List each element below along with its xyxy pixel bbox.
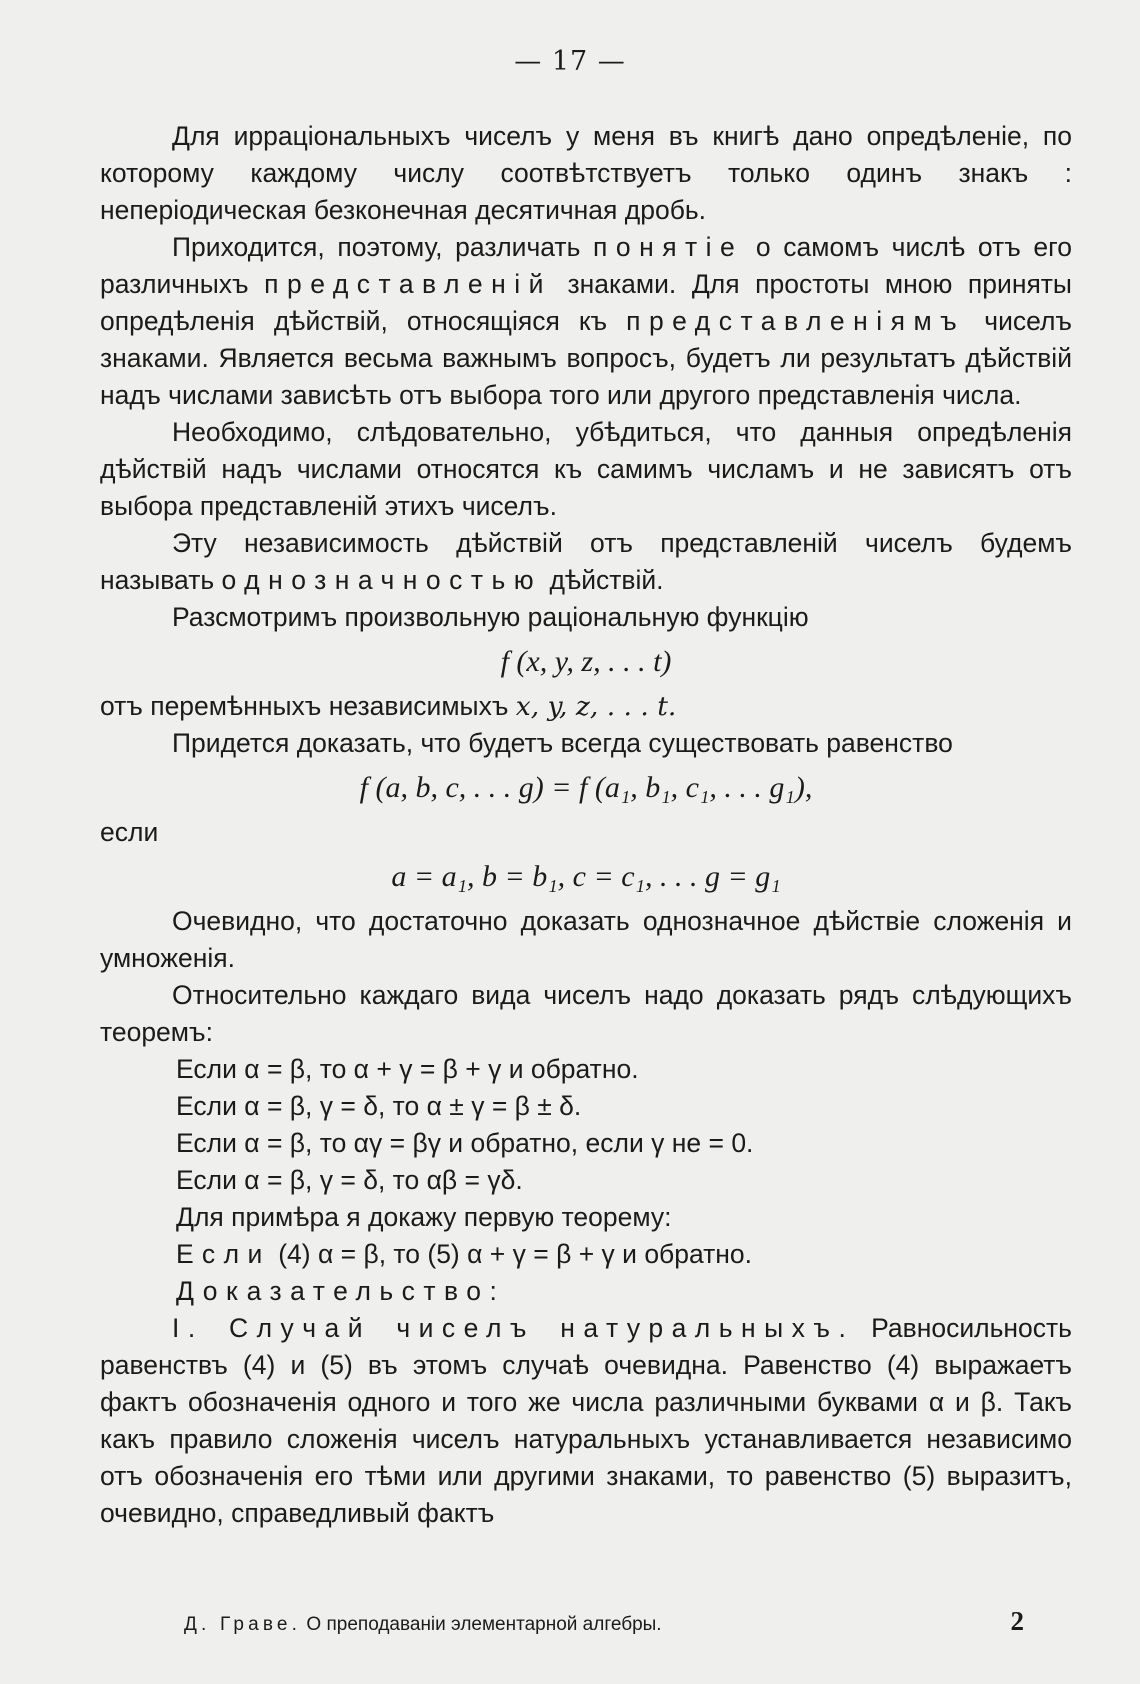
footer: [184, 1606, 1024, 1636]
formula-condition: a = a₁, b = b₁, c = c₁, . . . g = g₁: [391, 860, 781, 893]
footer-title: О преподаваніи элементарной алгебры.: [306, 1614, 662, 1635]
spaced-term: представленій: [264, 269, 552, 299]
paragraph-variables: отъ перемѣнныхъ независимыхъ x, y, z, . . . t.: [100, 691, 677, 722]
formula-variables: x, y, z, . . . t.: [515, 691, 677, 722]
footer-author: Д. Граве.: [184, 1614, 302, 1635]
paragraph-if: если: [100, 817, 159, 847]
theorem-4: Если α = β, γ = δ, то αβ = γδ.: [176, 1165, 523, 1195]
paragraph-uniqueness: Эту независимость дѣйствій отъ представленій чиселъ будемъ называть однозначностью дѣйствій.: [100, 528, 1072, 595]
paragraph-prove: Придется доказать, что будетъ всегда существовать равенство: [172, 728, 953, 758]
spaced-term: I. Случай чиселъ натуральныхъ.: [172, 1313, 855, 1343]
paragraph-case-natural: I. Случай чиселъ натуральныхъ. Равносильность равенствъ (4) и (5) въ этомъ случаѣ очевидна. Равенство (4) выражаетъ фактъ обозначенія одного и того же числа различными буквами α и β. Такъ какъ правило сложенія чиселъ натуральныхъ устанавливается независимо отъ обозначенія его тѣми или другими знаками, то равенство (5) выразитъ, очевидно, справедливый фактъ: [100, 1313, 1072, 1528]
page-number: — 17 —: [514, 46, 626, 77]
paragraph-function: Разсмотримъ произвольную раціональную функцію: [172, 602, 809, 632]
proof-label: Доказательство:: [176, 1276, 506, 1306]
paragraph-concept: Приходится, поэтому, различать понятіе о самомъ числѣ отъ его различныхъ представленій знаками. Для простоты мною приняты опредѣленія дѣйствій, относящіяся къ представленіямъ чиселъ знаками. Является весьма важнымъ вопросъ, будетъ ли результатъ дѣйствій надъ числами зависѣть отъ выбора того или другого представленія числа.: [100, 232, 1072, 410]
page-body: [100, 118, 1072, 1532]
proof-intro: Для примѣра я докажу первую теорему:: [176, 1202, 672, 1232]
paragraph-necessary: Необходимо, слѣдовательно, убѣдиться, что данныя опредѣленія дѣйствій надъ числами относятся къ самимъ числамъ и не зависятъ отъ выбора представленій этихъ чиселъ.: [100, 417, 1072, 521]
theorem-1: Если α = β, то α + γ = β + γ и обратно.: [176, 1054, 639, 1084]
paragraph-obvious: Очевидно, что достаточно доказать однозначное дѣйствіе сложенія и умноженія.: [100, 906, 1072, 973]
signature-mark: 2: [1010, 1606, 1024, 1636]
theorem-2: Если α = β, γ = δ, то α ± γ = β ± δ.: [176, 1091, 582, 1121]
spaced-term: однозначностью: [221, 565, 543, 595]
paragraph-theorems: Относительно каждаго вида чиселъ надо доказать рядъ слѣдующихъ теоремъ:: [100, 980, 1072, 1047]
formula-function: f (x, y, z, . . . t): [500, 645, 672, 678]
spaced-term: представленіямъ: [626, 306, 966, 336]
paragraph-irrational: Для ирраціональныхъ чиселъ у меня въ книгѣ дано опредѣленіе, по которому каждому числу соотвѣтствуетъ только одинъ знакъ : неперіодическая безконечная десятичная дробь.: [100, 121, 1072, 225]
proof-statement: Если (4) α = β, то (5) α + γ = β + γ и обратно.: [176, 1239, 752, 1269]
formula-equality: f (a, b, c, . . . g) = f (a₁, b₁, c₁, . . . g₁),: [359, 771, 813, 804]
spaced-term: понятіе: [593, 232, 744, 262]
theorem-3: Если α = β, то αγ = βγ и обратно, если γ не = 0.: [176, 1128, 754, 1158]
